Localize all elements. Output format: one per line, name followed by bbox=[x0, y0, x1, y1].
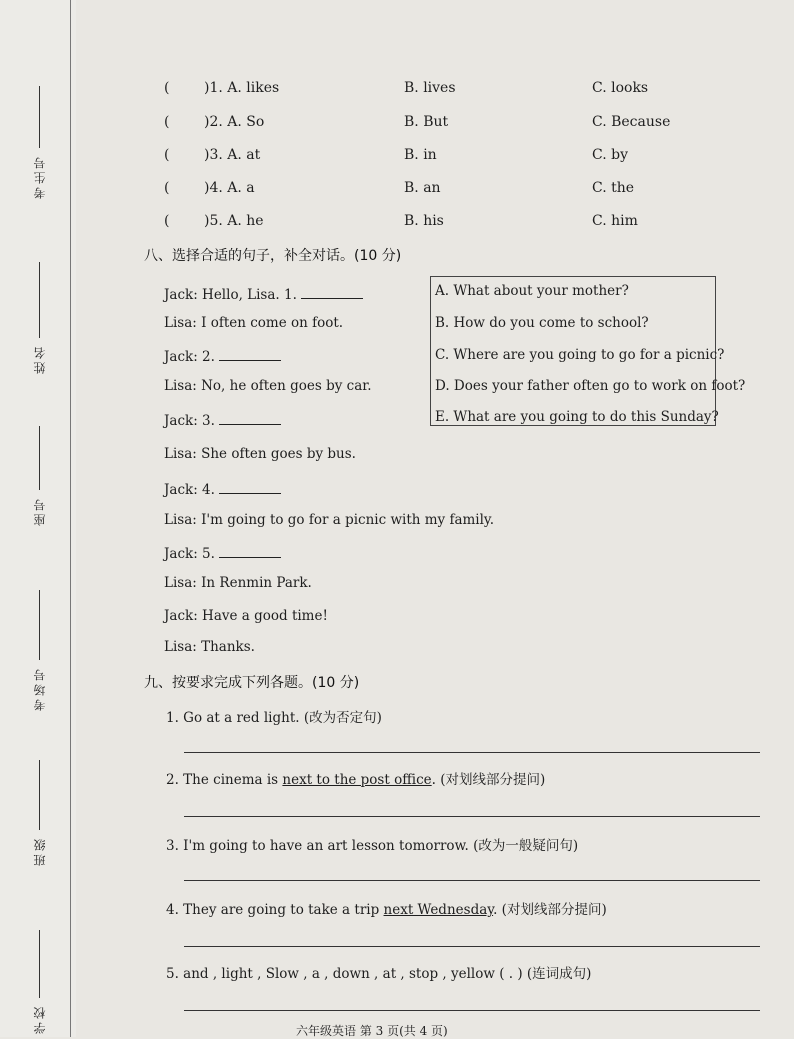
answer-line-5[interactable] bbox=[184, 1010, 760, 1011]
choice-b: B. How do you come to school? bbox=[435, 315, 649, 331]
question-9-2: 2. The cinema is next to the post office. (对划线部分提问) bbox=[166, 772, 546, 788]
choice-box bbox=[430, 276, 746, 426]
binding-field-name bbox=[22, 262, 56, 374]
question-9-3: 3. I'm going to have an art lesson tomorrow. (改为一般疑问句) bbox=[166, 838, 579, 854]
page-footer: 六年级英语 第 3 页(共 4 页) bbox=[296, 1024, 448, 1038]
option-row-5: ( )5. A. he B. his C. him bbox=[164, 213, 638, 229]
dialogue-line-1: Jack: Hello, Lisa. 1. bbox=[164, 284, 363, 303]
binding-field-exam-number bbox=[22, 86, 56, 199]
answer-blank-4[interactable] bbox=[219, 479, 281, 494]
choice-a: A. What about your mother? bbox=[435, 283, 629, 299]
answer-blank-3[interactable] bbox=[219, 410, 281, 425]
question-9-4: 4. They are going to take a trip next Wednesday. (对划线部分提问) bbox=[166, 902, 607, 918]
binding-label: 姓名 bbox=[32, 344, 47, 374]
dialogue-line-12: Lisa: Thanks. bbox=[164, 639, 255, 655]
binding-label: 考生号 bbox=[32, 154, 47, 199]
dialogue-line-2: Lisa: I often come on foot. bbox=[164, 315, 344, 331]
option-row-4: ( )4. A. a B. an C. the bbox=[164, 180, 635, 196]
choice-e: E. What are you going to do this Sunday? bbox=[435, 409, 719, 425]
option-row-2: ( )2. A. So B. But C. Because bbox=[164, 114, 671, 130]
binding-line bbox=[70, 0, 71, 1037]
exam-page bbox=[76, 0, 794, 1037]
question-9-5: 5. and , light , Slow , a , down , at , stop , yellow ( . ) (连词成句) bbox=[166, 966, 592, 982]
dialogue-line-8: Lisa: I'm going to go for a picnic with my family. bbox=[164, 512, 495, 528]
binding-field-school bbox=[22, 930, 56, 1034]
binding-field-room bbox=[22, 590, 56, 711]
answer-blank-5[interactable] bbox=[219, 543, 281, 558]
answer-line-3[interactable] bbox=[184, 880, 760, 881]
binding-margin bbox=[0, 0, 76, 1037]
option-row-3: ( )3. A. at B. in C. by bbox=[164, 147, 628, 163]
dialogue-line-11: Jack: Have a good time! bbox=[164, 608, 328, 624]
binding-label: 班级 bbox=[32, 836, 47, 866]
answer-line-1[interactable] bbox=[184, 752, 760, 753]
dialogue-line-10: Lisa: In Renmin Park. bbox=[164, 575, 312, 591]
question-9-1: 1. Go at a red light. (改为否定句) bbox=[166, 710, 382, 726]
section-8-title: 八、选择合适的句子，补全对话。(10 分) bbox=[144, 248, 402, 264]
binding-field-seat bbox=[22, 426, 56, 526]
choice-c: C. Where are you going to go for a picnic? bbox=[435, 347, 725, 363]
binding-field-class bbox=[22, 760, 56, 866]
answer-line-2[interactable] bbox=[184, 816, 760, 817]
dialogue-line-5: Jack: 3. bbox=[164, 410, 281, 429]
section-9-title: 九、按要求完成下列各题。(10 分) bbox=[144, 675, 360, 691]
dialogue-line-3: Jack: 2. bbox=[164, 346, 281, 365]
choice-d: D. Does your father often go to work on foot? bbox=[435, 378, 746, 394]
option-row-1: ( )1. A. likes B. lives C. looks bbox=[164, 80, 649, 96]
binding-label: 学校 bbox=[32, 1004, 47, 1034]
answer-blank-1[interactable] bbox=[301, 284, 363, 299]
binding-label: 座号 bbox=[32, 496, 47, 526]
answer-line-4[interactable] bbox=[184, 946, 760, 947]
dialogue-line-4: Lisa: No, he often goes by car. bbox=[164, 378, 372, 394]
binding-label: 考场号 bbox=[32, 666, 47, 711]
dialogue-line-6: Lisa: She often goes by bus. bbox=[164, 446, 356, 462]
dialogue-line-9: Jack: 5. bbox=[164, 543, 281, 562]
dialogue-line-7: Jack: 4. bbox=[164, 479, 281, 498]
answer-blank-2[interactable] bbox=[219, 346, 281, 361]
